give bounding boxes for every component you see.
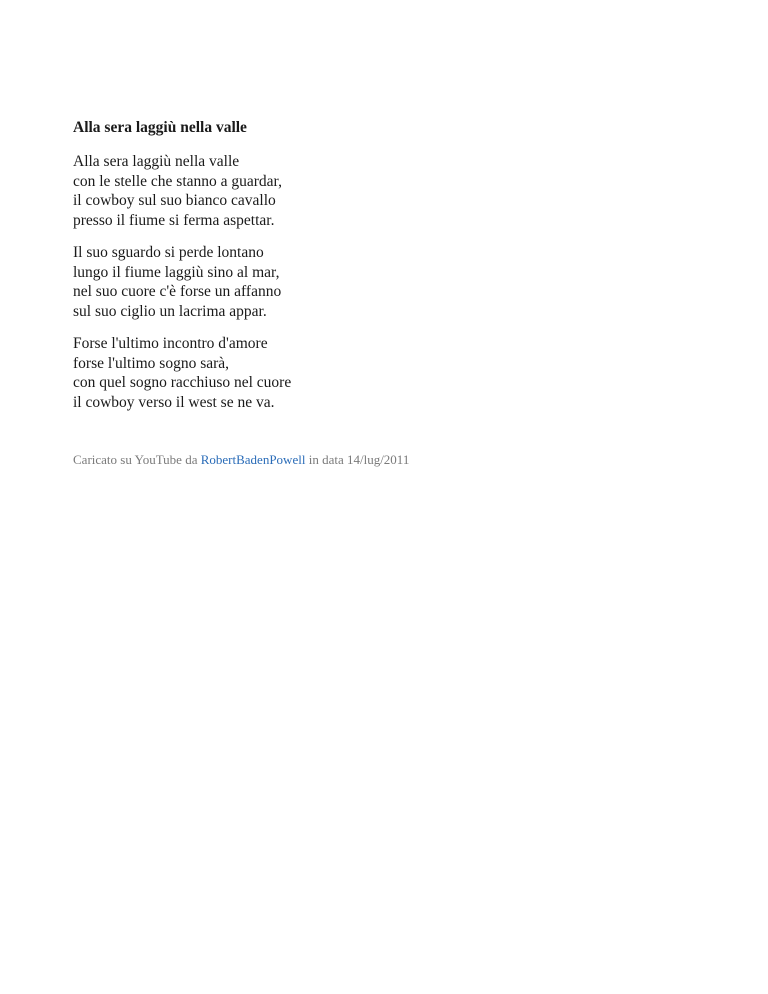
- stanza-line: con le stelle che stanno a guardar,: [73, 172, 282, 190]
- document-body: [73, 118, 713, 468]
- stanza-1: [73, 152, 713, 230]
- stanza-line: lungo il fiume laggiù sino al mar,: [73, 263, 280, 281]
- poem-title: Alla sera laggiù nella valle: [73, 119, 247, 136]
- stanza-line: il cowboy verso il west se ne va.: [73, 393, 275, 411]
- stanza-line: con quel sogno racchiuso nel cuore: [73, 374, 292, 391]
- stanza-2: [73, 243, 713, 321]
- upload-caption: [73, 452, 713, 468]
- stanza-line: sul suo ciglio un lacrima appar.: [73, 302, 267, 320]
- uploader-link[interactable]: RobertBadenPowell: [200, 452, 306, 467]
- stanza-line: presso il fiume si ferma aspettar.: [73, 211, 275, 229]
- stanza-line: Il suo sguardo si perde lontano: [73, 244, 264, 261]
- stanza-line: forse l'ultimo sogno sarà,: [73, 354, 230, 372]
- caption-prefix: Caricato su YouTube da: [73, 452, 201, 467]
- stanza-line: Forse l'ultimo incontro d'amore: [73, 335, 268, 352]
- stanza-line: nel suo cuore c'è forse un affanno: [73, 283, 282, 300]
- stanza-line: il cowboy sul suo bianco cavallo: [73, 192, 276, 209]
- stanza-3: [73, 334, 713, 412]
- caption-suffix: in data 14/lug/2011: [305, 452, 410, 467]
- stanza-line: Alla sera laggiù nella valle: [73, 153, 240, 170]
